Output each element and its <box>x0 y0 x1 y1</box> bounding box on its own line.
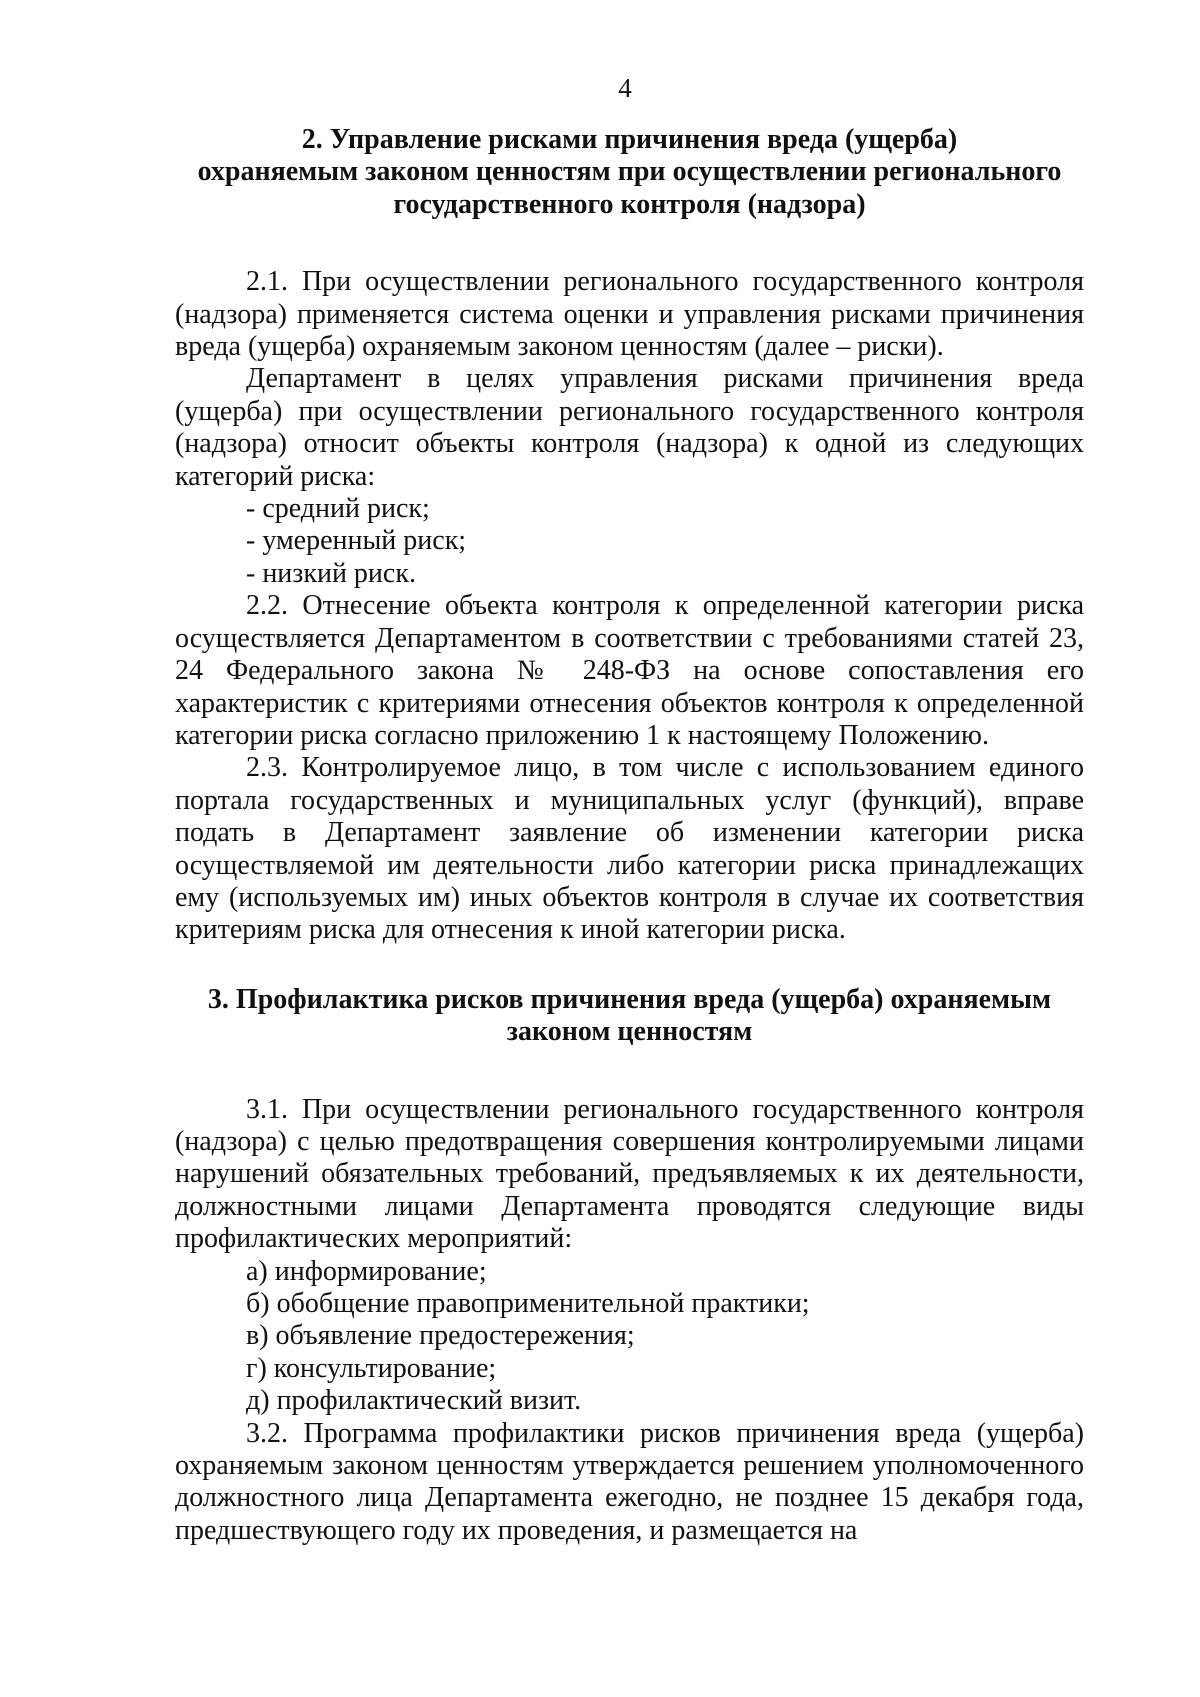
section-2-heading <box>175 124 1084 221</box>
section-3-heading-line-2: законом ценностям <box>506 1016 753 1048</box>
section-2-heading-line-2: охраняемым законом ценностям при осуществлении регионального <box>197 156 1062 188</box>
spacer <box>175 947 1084 984</box>
paragraph-2-1: 2.1. При осуществлении регионального государственного контроля (надзора) применяется система оценки и управления рисками причинения вреда (ущерба) охраняемым законом ценностям (далее – риски). <box>175 266 1084 363</box>
measure-list-item-visit: д) профилактический визит. <box>246 1385 582 1417</box>
measure-list-item-consulting: г) консультирование; <box>246 1352 497 1384</box>
risk-list-item-low: - низкий риск. <box>246 557 416 589</box>
risk-list-item-medium: - средний риск; <box>246 493 430 525</box>
section-2-heading-line-1: 2. Управление рисками причинения вреда (ущерба) <box>301 124 958 155</box>
paragraph-2-1-department: Департамент в целях управления рисками причинения вреда (ущерба) при осуществлении регионального государственного контроля (надзора) относит объекты контроля (надзора) к одной из следующих категорий риска: <box>175 363 1084 492</box>
document-body <box>175 124 1084 1547</box>
paragraph-2-2: 2.2. Отнесение объекта контроля к определенной категории риска осуществляется Департаментом в соответствии с требованиями статей 23, 24 Федерального закона № 248-ФЗ на основе сопоставления его характеристик с критериями отнесения объектов контроля к определенной категории риска согласно приложению 1 к настоящему Положению. <box>175 590 1084 751</box>
paragraph-3-1: 3.1. При осуществлении регионального государственного контроля (надзора) с целью предотвращения совершения контролируемыми лицами нарушений обязательных требований, предъявляемых к их деятельности, должностными лицами Департамента проводятся следующие виды профилактических мероприятий: <box>175 1093 1084 1255</box>
risk-list-item-moderate: - умеренный риск; <box>246 525 467 557</box>
paragraph-3-2: 3.2. Программа профилактики рисков причинения вреда (ущерба) охраняемым законом ценностям утверждается решением уполномоченного должностного лица Департамента ежегодно, не позднее 15 декабря года, предшествующего году их проведения, и размещается на <box>175 1417 1084 1546</box>
paragraph-2-3: 2.3. Контролируемое лицо, в том числе с использованием единого портала государственных и муниципальных услуг (функций), вправе подать в Департамент заявление об изменении категории риска осуществляемой им деятельности либо категории риска принадлежащих ему (используемых им) иных объектов контроля в случае их соответствия критериям риска для отнесения к иной категории риска. <box>175 752 1084 946</box>
measure-list-item-warning: в) объявление предостережения; <box>246 1320 635 1352</box>
section-3-heading-line-1: 3. Профилактика рисков причинения вреда (ущерба) охраняемым <box>207 983 1052 1015</box>
spacer <box>175 1049 1084 1094</box>
page-number: 4 <box>618 73 632 103</box>
section-3-heading <box>175 984 1084 1049</box>
spacer <box>175 221 1084 266</box>
section-2-heading-line-3: государственного контроля (надзора) <box>393 188 866 220</box>
measure-list-item-informing: а) информирование; <box>246 1255 487 1287</box>
measure-list-item-generalization: б) обобщение правоприменительной практики; <box>246 1288 810 1319</box>
